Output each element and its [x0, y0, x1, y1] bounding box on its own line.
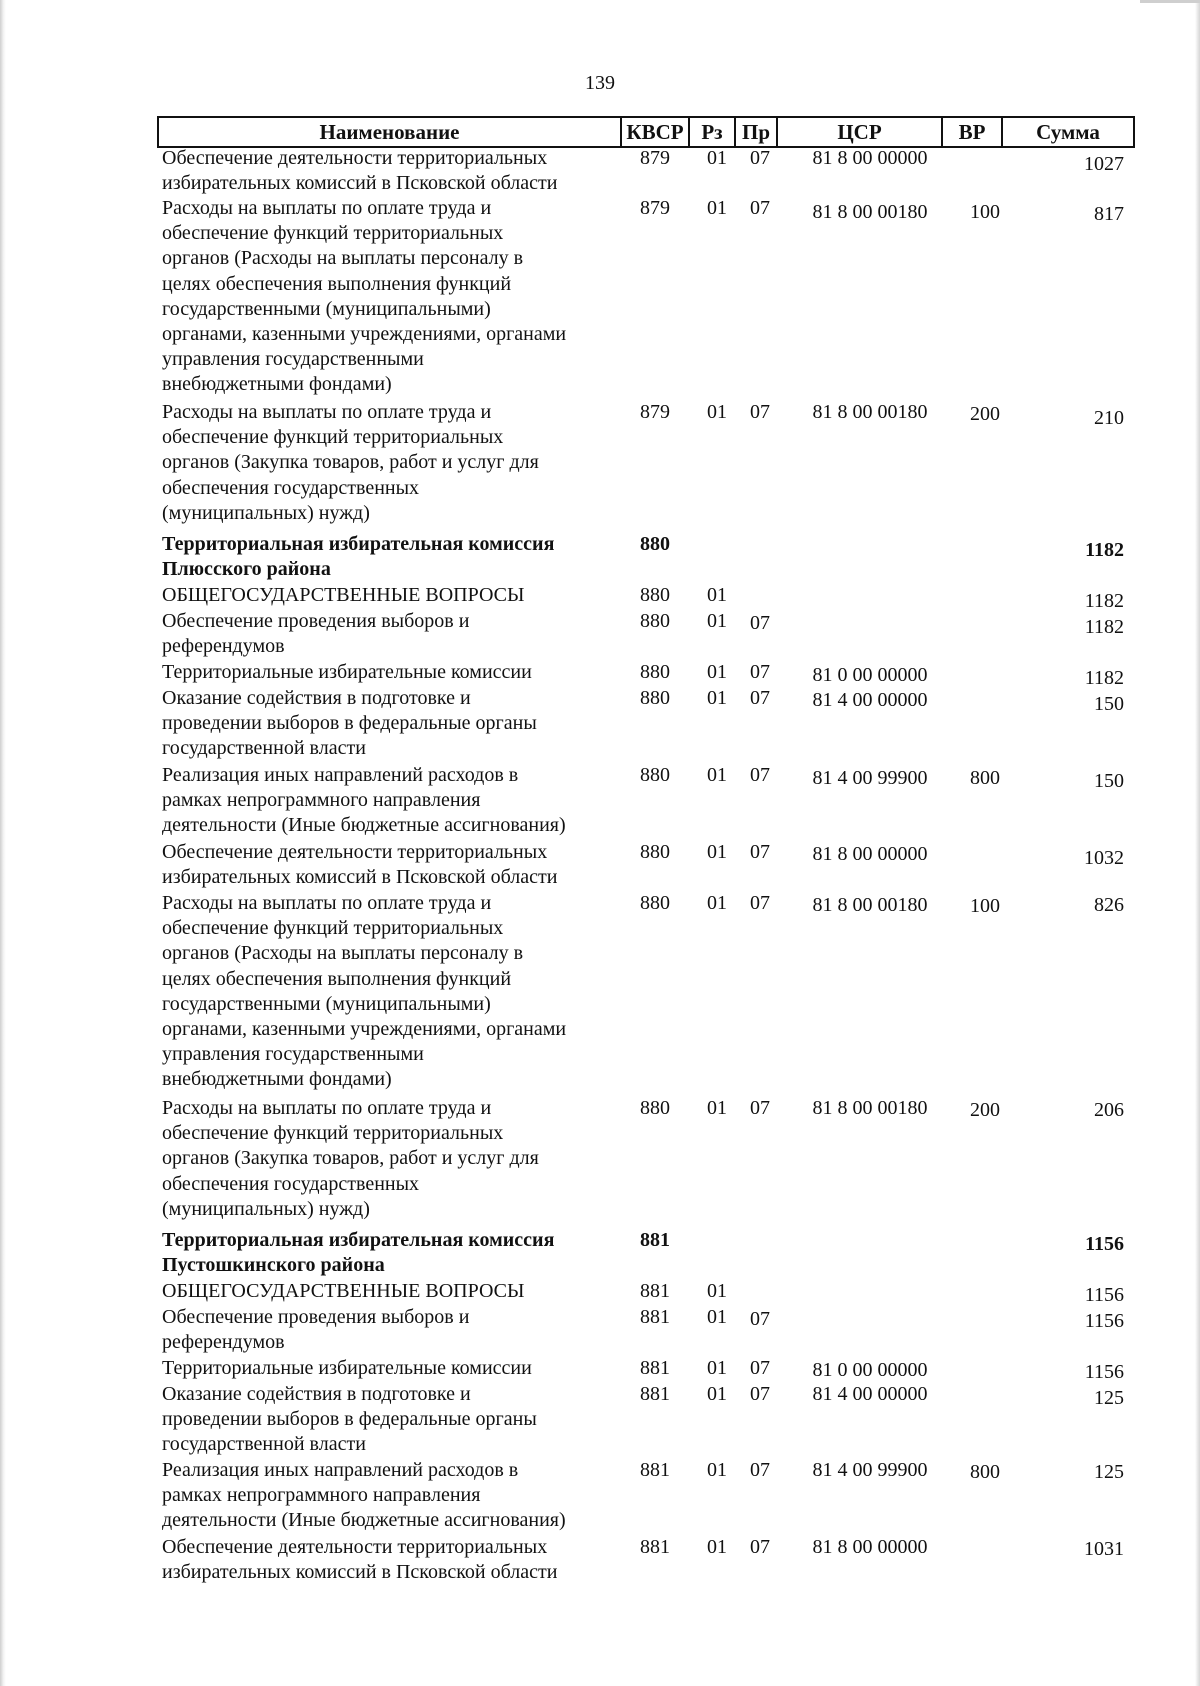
- table-row: [0, 146, 1200, 195]
- row-rz: 01: [707, 1383, 727, 1405]
- row-name: Реализация иных направлений расходов в рамках непрограммного направления деятельности (Иные бюджетные ассигнования): [162, 1459, 566, 1532]
- table-row: [0, 1356, 1200, 1383]
- row-csr: 81 8 00 00000: [812, 147, 928, 169]
- row-rz: 01: [707, 401, 727, 423]
- row-name: Реализация иных направлений расходов в рамках непрограммного направления деятельности (Иные бюджетные ассигнования): [162, 764, 566, 837]
- row-vr: 100: [970, 895, 1000, 917]
- row-kvsr: 880: [640, 610, 670, 632]
- table-row: [0, 400, 1200, 524]
- row-sum: 1182: [1085, 539, 1124, 561]
- row-name: Обеспечение проведения выборов и референдумов: [162, 610, 470, 658]
- row-kvsr: 879: [640, 147, 670, 169]
- row-vr: 800: [970, 767, 1000, 789]
- row-kvsr: 880: [640, 584, 670, 606]
- table-row: [0, 1535, 1200, 1584]
- row-kvsr: 881: [640, 1229, 670, 1251]
- row-sum: 210: [1094, 407, 1124, 429]
- row-kvsr: 880: [640, 892, 670, 914]
- row-kvsr: 880: [640, 687, 670, 709]
- row-kvsr: 879: [640, 401, 670, 423]
- row-rz: 01: [707, 610, 727, 632]
- table-row: [0, 763, 1200, 837]
- row-pr: 07: [750, 147, 770, 169]
- row-csr: 81 0 00 00000: [812, 1359, 928, 1381]
- row-sum: 1182: [1084, 667, 1124, 689]
- row-sum: 1156: [1084, 1284, 1124, 1306]
- row-kvsr: 880: [640, 1097, 670, 1119]
- row-sum: 826: [1094, 894, 1124, 916]
- row-rz: 01: [707, 197, 727, 219]
- row-vr: 800: [970, 1461, 1000, 1483]
- row-pr: 07: [750, 1536, 770, 1558]
- row-kvsr: 881: [640, 1280, 670, 1302]
- row-kvsr: 881: [640, 1459, 670, 1481]
- row-sum: 150: [1094, 693, 1124, 715]
- row-vr: 200: [970, 1099, 1000, 1121]
- row-rz: 01: [707, 661, 727, 683]
- row-name: Территориальная избирательная комиссия Пустошкинского района: [162, 1229, 555, 1277]
- row-rz: 01: [707, 584, 727, 606]
- row-csr: 81 8 00 00180: [812, 894, 928, 916]
- row-kvsr: 880: [640, 533, 670, 555]
- table-row: [0, 840, 1200, 889]
- row-pr: 07: [750, 401, 770, 423]
- row-sum: 1182: [1084, 590, 1124, 612]
- row-name: Оказание содействия в подготовке и проведении выборов в федеральные органы государственной власти: [162, 687, 537, 760]
- row-pr: 07: [750, 197, 770, 219]
- row-pr: 07: [750, 1357, 770, 1379]
- row-rz: 01: [707, 1306, 727, 1328]
- row-csr: 81 4 00 99900: [812, 1459, 928, 1481]
- row-sum: 1027: [1084, 153, 1124, 175]
- row-pr: 07: [750, 661, 770, 683]
- row-rz: 01: [707, 147, 727, 169]
- row-pr: 07: [750, 892, 770, 914]
- row-rz: 01: [707, 764, 727, 786]
- row-kvsr: 881: [640, 1383, 670, 1405]
- row-name: ОБЩЕГОСУДАРСТВЕННЫЕ ВОПРОСЫ: [162, 584, 525, 606]
- table-row: [0, 1228, 1200, 1277]
- page-number: 139: [585, 72, 615, 94]
- row-csr: 81 4 00 99900: [812, 767, 928, 789]
- row-sum: 817: [1094, 203, 1124, 225]
- header-rz: Рз: [701, 120, 723, 144]
- row-sum: 1032: [1084, 847, 1124, 869]
- table-row: [0, 196, 1200, 396]
- row-name: Территориальные избирательные комиссии: [162, 661, 532, 683]
- table-row: [0, 1305, 1200, 1354]
- row-kvsr: 879: [640, 197, 670, 219]
- header-sum: Сумма: [1036, 120, 1100, 144]
- row-vr: 200: [970, 403, 1000, 425]
- row-kvsr: 881: [640, 1536, 670, 1558]
- row-sum: 1156: [1084, 1361, 1124, 1383]
- row-rz: 01: [707, 1536, 727, 1558]
- row-pr: 07: [750, 1097, 770, 1119]
- row-csr: 81 8 00 00180: [812, 201, 928, 223]
- row-name: Расходы на выплаты по оплате труда и обеспечение функций территориальных органов (Закупка товаров, работ и услуг для обеспечения государственных (муниципальных) нужд): [162, 401, 539, 524]
- row-sum: 1031: [1084, 1538, 1124, 1560]
- table-row: [0, 609, 1200, 658]
- row-name: ОБЩЕГОСУДАРСТВЕННЫЕ ВОПРОСЫ: [162, 1280, 525, 1302]
- row-rz: 01: [707, 1097, 727, 1119]
- row-name: Обеспечение проведения выборов и референдумов: [162, 1306, 470, 1354]
- table-row: [0, 1096, 1200, 1220]
- row-csr: 81 8 00 00180: [812, 401, 928, 423]
- table-row: [0, 686, 1200, 760]
- row-kvsr: 881: [640, 1357, 670, 1379]
- row-sum: 206: [1094, 1099, 1124, 1121]
- table-row: [0, 1382, 1200, 1456]
- row-name: Оказание содействия в подготовке и проведении выборов в федеральные органы государственной власти: [162, 1383, 537, 1456]
- row-name: Расходы на выплаты по оплате труда и обеспечение функций территориальных органов (Закупка товаров, работ и услуг для обеспечения государственных (муниципальных) нужд): [162, 1097, 539, 1220]
- row-sum: 125: [1094, 1387, 1124, 1409]
- row-rz: 01: [707, 687, 727, 709]
- row-sum: 1156: [1084, 1310, 1124, 1332]
- row-csr: 81 0 00 00000: [812, 664, 928, 686]
- row-kvsr: 880: [640, 841, 670, 863]
- row-csr: 81 4 00 00000: [812, 689, 928, 711]
- header-vr: ВР: [941, 118, 1003, 146]
- row-pr: 07: [750, 612, 770, 634]
- row-csr: 81 8 00 00180: [812, 1097, 928, 1119]
- table-row: [0, 532, 1200, 581]
- row-kvsr: 881: [640, 1306, 670, 1328]
- row-csr: 81 4 00 00000: [812, 1383, 928, 1405]
- row-rz: 01: [707, 1459, 727, 1481]
- row-pr: 07: [750, 1308, 770, 1330]
- row-sum: 125: [1094, 1461, 1124, 1483]
- table-row: [0, 660, 1200, 689]
- row-name: Расходы на выплаты по оплате труда и обеспечение функций территориальных органов (Расходы на выплаты персоналу в целях обеспечения выполнения функций государственными (муниципальными) органами, казенными учреждениями, органами управления государственными внебюджетными фондами): [162, 892, 567, 1091]
- row-rz: 01: [707, 892, 727, 914]
- row-rz: 01: [707, 841, 727, 863]
- row-vr: 100: [970, 201, 1000, 223]
- header-csr: ЦСР: [837, 120, 882, 144]
- row-rz: 01: [707, 1280, 727, 1302]
- table-row: [0, 891, 1200, 1091]
- table-row: [0, 1279, 1200, 1306]
- header-name: Наименование: [319, 120, 460, 144]
- row-kvsr: 880: [640, 661, 670, 683]
- row-pr: 07: [750, 1459, 770, 1481]
- row-pr: 07: [750, 1383, 770, 1405]
- row-pr: 07: [750, 764, 770, 786]
- row-name: Территориальная избирательная комиссия Плюсского района: [162, 533, 555, 581]
- row-name: Обеспечение деятельности территориальных избирательных комиссий в Псковской области: [162, 1536, 558, 1584]
- row-name: Расходы на выплаты по оплате труда и обеспечение функций территориальных органов (Расходы на выплаты персоналу в целях обеспечения выполнения функций государственными (муниципальными) органами, казенными учреждениями, органами управления государственными внебюджетными фондами): [162, 197, 567, 396]
- header-pr: Пр: [734, 118, 778, 146]
- row-name: Обеспечение деятельности территориальных избирательных комиссий в Псковской области: [162, 841, 558, 889]
- row-name: Территориальные избирательные комиссии: [162, 1357, 532, 1379]
- row-sum: 1156: [1085, 1233, 1124, 1255]
- row-sum: 150: [1094, 770, 1124, 792]
- row-rz: 01: [707, 1357, 727, 1379]
- header-kvsr: КВСР: [620, 118, 690, 146]
- row-kvsr: 880: [640, 764, 670, 786]
- row-pr: 07: [750, 687, 770, 709]
- row-pr: 07: [750, 841, 770, 863]
- row-name: Обеспечение деятельности территориальных избирательных комиссий в Псковской области: [162, 147, 558, 195]
- table-row: [0, 583, 1200, 612]
- row-sum: 1182: [1084, 616, 1124, 638]
- table-row: [0, 1458, 1200, 1532]
- row-csr: 81 8 00 00000: [812, 843, 928, 865]
- row-csr: 81 8 00 00000: [812, 1536, 928, 1558]
